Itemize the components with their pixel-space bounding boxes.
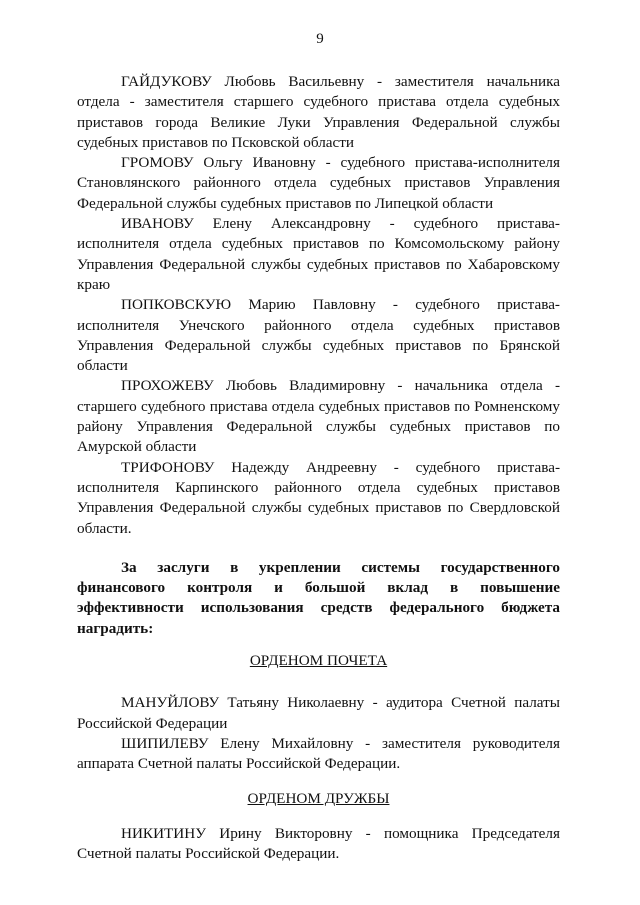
- nominee-paragraph: ИВАНОВУ Елену Александровну - судебного пристава-исполнителя отдела судебных приставов по Комсомольскому району Управления Федеральной службы судебных приставов по Хабаровскому краю: [77, 215, 560, 293]
- nominee-paragraph: ТРИФОНОВУ Надежду Андреевну - судебного пристава-исполнителя Карпинского районного отдела судебных приставов Управления Федеральной службы судебных приставов по Свердловской области.: [77, 458, 560, 537]
- order-honor-title: ОРДЕНОМ ПОЧЕТА: [249, 652, 388, 670]
- nominee-paragraph: ПРОХОЖЕВУ Любовь Владимировну - начальника отдела - старшего судебного пристава отдела судебных приставов по Ромненскому району Управления Федеральной службы судебных приставов по Амурской области: [77, 377, 560, 456]
- award-statement: За заслуги в укреплении системы государственного финансового контроля и большой вклад в повышение эффективности использования средств федерального бюджета наградить:: [77, 558, 560, 637]
- document-body: [77, 72, 560, 864]
- order-friendship-title: ОРДЕНОМ ДРУЖБЫ: [247, 789, 390, 807]
- nominee-paragraph: НИКИТИНУ Ирину Викторовну - помощника Председателя Счетной палаты Российской Федерации.: [77, 824, 560, 863]
- nominee-paragraph: ПОПКОВСКУЮ Марию Павловну - судебного пристава-исполнителя Унечского районного отдела судебных приставов Управления Федеральной службы судебных приставов по Брянской области: [77, 296, 560, 375]
- nominee-paragraph: ШИПИЛЕВУ Елену Михайловну - заместителя руководителя аппарата Счетной палаты Российской Федерации.: [77, 734, 560, 773]
- nominee-paragraph: ГАЙДУКОВУ Любовь Васильевну - заместителя начальника отдела - заместителя старшего судебного пристава отдела судебных приставов города Великие Луки Управления Федеральной службы судебных приставов по Псковской области: [77, 73, 560, 151]
- nominee-paragraph: ГРОМОВУ Ольгу Ивановну - судебного пристава-исполнителя Становлянского районного отдела судебных приставов Управления Федеральной службы судебных приставов по Липецкой области: [77, 154, 560, 212]
- page-number: 9: [316, 31, 324, 47]
- nominee-paragraph: МАНУЙЛОВУ Татьяну Николаевну - аудитора Счетной палаты Российской Федерации: [77, 694, 560, 732]
